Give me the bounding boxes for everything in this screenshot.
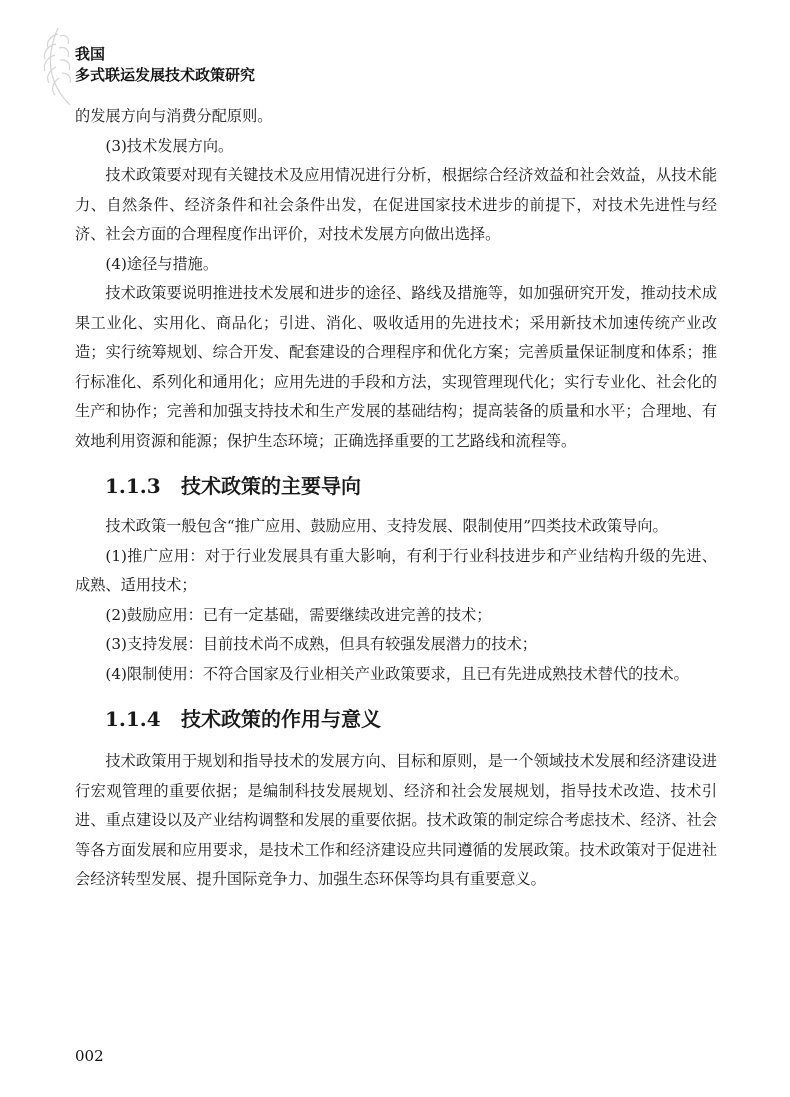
header-line-1: 我国 [75,45,106,63]
section-title: 技术政策的作用与意义 [181,707,381,731]
page-number: 002 [75,1047,104,1065]
paragraph: 技术政策要对现有关键技术及应用情况进行分析，根据综合经济效益和社会效益，从技术能力、自然条件、经济条件和社会条件出发，在促进国家技术进步的前提下，对技术先进性与经济、社会方面的合理程度作出评价，对技术发展方向做出选择。 [75,166,717,243]
list-item: (4)限制使用：不符合国家及行业相关产业政策要求，且已有先进成熟技术替代的技术。 [105,664,689,683]
paragraph: 技术政策一般包含“推广应用、鼓励应用、支持发展、限制使用”四类技术政策导向。 [105,517,668,535]
section-heading-1-1-4 [75,703,717,735]
section-number: 1.1.4 [105,707,161,731]
list-item: (1)推广应用：对于行业发展具有重大影响，有利于行业科技进步和产业结构升级的先进、成熟、适用技术； [75,546,717,594]
paragraph: 技术政策用于规划和指导技术的发展方向、目标和原则，是一个领域技术发展和经济建设进行宏观管理的重要依据；是编制科技发展规划、经济和社会发展规划，指导技术改造、技术引进、重点建设以及产业结构调整和发展的重要依据。技术政策的制定综合考虑技术、经济、社会等各方面发展和应用要求，是技术工作和经济建设应共同遵循的发展政策。技术政策对于促进社会经济转型发展、提升国际竞争力、加强生态环保等均具有重要意义。 [75,752,717,888]
paragraph: 技术政策要说明推进技术发展和进步的途径、路线及措施等，如加强研究开发，推动技术成果工业化、实用化、商品化；引进、消化、吸收适用的先进技术；采用新技术加速传统产业改造；实行统筹规划、综合开发、配套建设的合理程序和优化方案；完善质量保证制度和体系；推行标准化、系列化和通用化；应用先进的手段和方法，实现管理现代化；实行专业化、社会化的生产和协作；完善和加强支持技术和生产发展的基础结构；提高装备的质量和水平；合理地、有效地利用资源和能源；保护生态环境；正确选择重要的工艺路线和流程等。 [75,284,717,450]
paragraph: 的发展方向与消费分配原则。 [75,107,273,125]
list-item-heading: (4)途径与措施。 [105,254,219,273]
page-body [75,102,717,895]
running-header [75,44,255,86]
section-heading-1-1-3 [75,470,717,502]
list-item-heading: (3)技术发展方向。 [105,136,234,155]
header-line-2: 多式联运发展技术政策研究 [75,66,256,84]
list-item: (3)支持发展：目前技术尚不成熟，但具有较强发展潜力的技术； [105,635,537,653]
list-item: (2)鼓励应用：已有一定基础，需要继续改进完善的技术； [105,605,492,624]
section-number: 1.1.3 [105,474,161,498]
section-title: 技术政策的主要导向 [181,474,361,498]
